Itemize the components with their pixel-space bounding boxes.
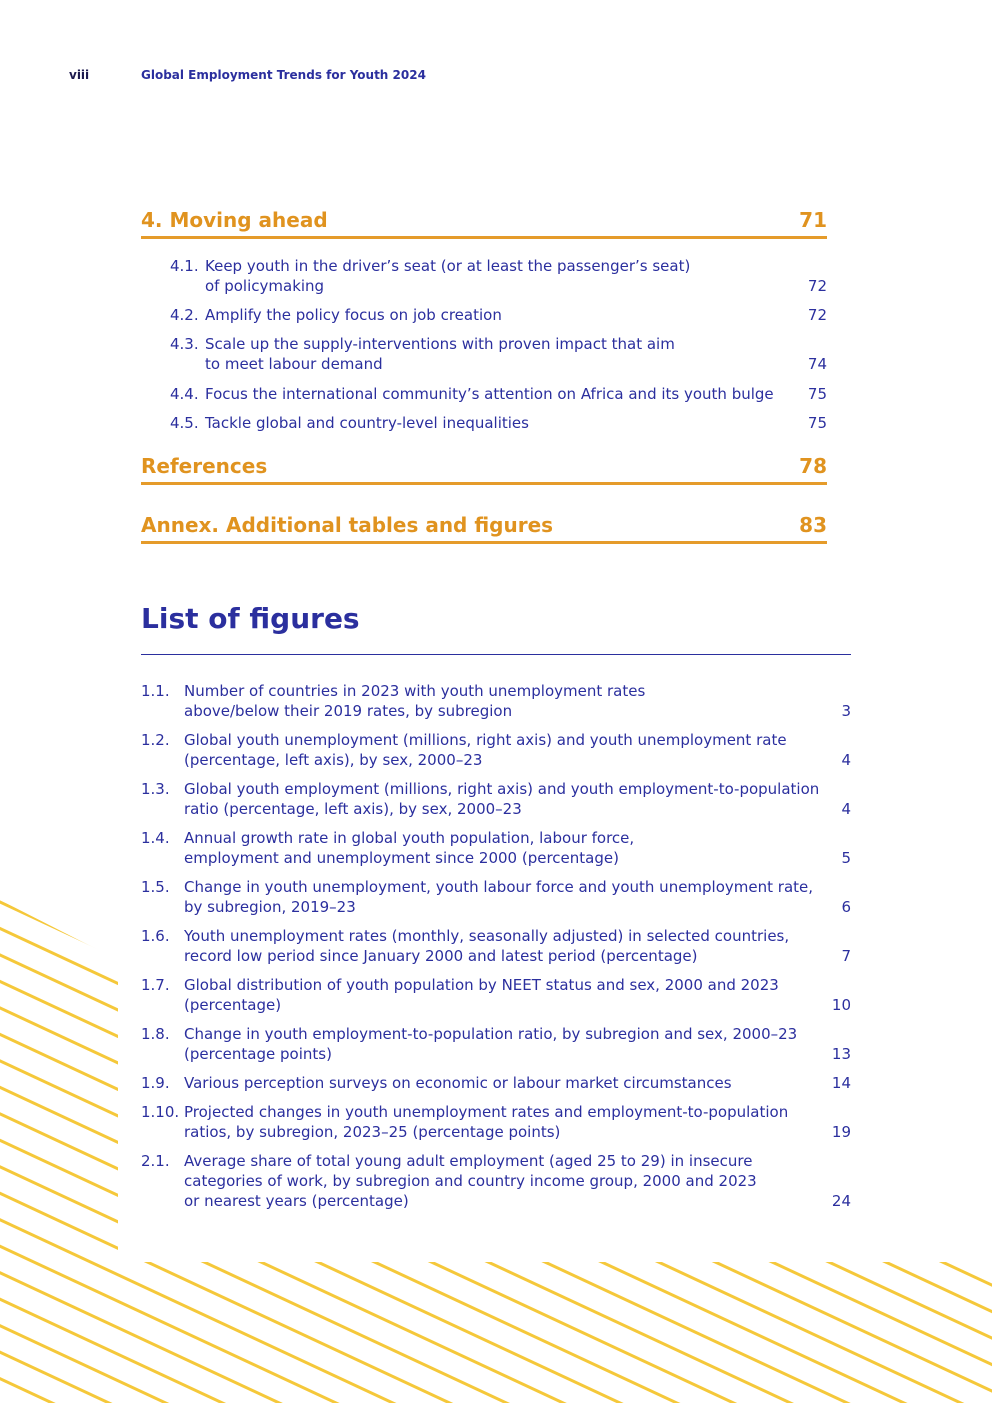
figure-title: Change in youth employment-to-population ratio, by subregion and sex, 2000–23 (percentage points)	[184, 1025, 798, 1063]
chapter-page: 71	[799, 208, 827, 232]
toc-chapter-4[interactable]	[141, 208, 827, 239]
toc-section-4-2[interactable]	[170, 305, 827, 325]
figure-number: 1.8.	[141, 1025, 170, 1043]
figure-page: 6	[841, 898, 851, 916]
chapter-page: 83	[799, 513, 827, 537]
table-of-contents	[141, 0, 827, 560]
figure-title: Average share of total young adult employment (aged 25 to 29) in insecure categories of work, by subregion and country income group, 2000 and 2023 or nearest years (percentage)	[184, 1152, 757, 1210]
figure-number: 1.9.	[141, 1074, 170, 1092]
figure-page: 10	[831, 996, 851, 1014]
chapter-title: Annex. Additional tables and figures	[141, 513, 554, 537]
section-number: 4.4.	[170, 385, 199, 403]
figure-entry-1-6[interactable]	[141, 926, 851, 966]
figure-number: 1.4.	[141, 829, 170, 847]
chapter-title: 4. Moving ahead	[141, 208, 328, 232]
toc-section-4-3[interactable]	[170, 334, 827, 374]
section-number: 4.5.	[170, 414, 199, 432]
figure-entry-1-4[interactable]	[141, 828, 851, 868]
figure-entry-1-7[interactable]	[141, 975, 851, 1015]
figure-title: Annual growth rate in global youth population, labour force, employment and unemployment since 2000 (percentage)	[184, 829, 635, 867]
figure-entry-1-1[interactable]	[141, 681, 851, 721]
figure-page: 4	[841, 751, 851, 769]
figure-title: Global distribution of youth population by NEET status and sex, 2000 and 2023 (percentage)	[184, 976, 779, 1014]
figure-number: 1.3.	[141, 780, 170, 798]
page-number: viii	[69, 68, 90, 82]
chapter-title: References	[141, 454, 268, 478]
figure-title: Projected changes in youth unemployment rates and employment-to-population ratios, by subregion, 2023–25 (percentage points)	[184, 1103, 789, 1141]
figure-page: 3	[841, 702, 851, 720]
heading-divider	[141, 654, 851, 655]
figure-page: 5	[841, 849, 851, 867]
section-number: 4.2.	[170, 306, 199, 324]
figure-entry-1-2[interactable]	[141, 730, 851, 770]
toc-section-4-5[interactable]	[170, 413, 827, 433]
figure-title: Various perception surveys on economic or labour market circumstances	[184, 1074, 732, 1092]
section-page: 72	[807, 306, 827, 324]
figure-page: 13	[831, 1045, 851, 1063]
figure-number: 1.2.	[141, 731, 170, 749]
section-title: Scale up the supply-interventions with proven impact that aim to meet labour demand	[205, 335, 675, 373]
figure-entry-2-1[interactable]	[141, 1151, 851, 1211]
section-number: 4.1.	[170, 257, 199, 275]
figure-page: 14	[831, 1074, 851, 1092]
section-page: 75	[807, 385, 827, 403]
figure-entry-1-5[interactable]	[141, 877, 851, 917]
figure-entry-1-10[interactable]	[141, 1102, 851, 1142]
figure-title: Number of countries in 2023 with youth unemployment rates above/below their 2019 rates, by subregion	[184, 682, 646, 720]
figure-entry-1-9[interactable]	[141, 1073, 851, 1093]
section-page: 75	[807, 414, 827, 432]
section-number: 4.3.	[170, 335, 199, 353]
list-of-figures-heading: List of figures	[141, 602, 360, 635]
toc-annex[interactable]	[141, 513, 827, 544]
figure-title: Global youth unemployment (millions, right axis) and youth unemployment rate (percentage, left axis), by sex, 2000–23	[184, 731, 787, 769]
figure-title: Global youth employment (millions, right axis) and youth employment-to-population ratio (percentage, left axis), by sex, 2000–23	[184, 780, 820, 818]
toc-section-4-4[interactable]	[170, 384, 827, 404]
figure-page: 24	[831, 1192, 851, 1210]
section-title: Amplify the policy focus on job creation	[205, 306, 502, 324]
figure-title: Youth unemployment rates (monthly, seasonally adjusted) in selected countries, record low period since January 2000 and latest period (percentage)	[184, 927, 790, 965]
figure-entry-1-8[interactable]	[141, 1024, 851, 1064]
figure-number: 1.1.	[141, 682, 170, 700]
chapter-page: 78	[799, 454, 827, 478]
figure-number: 2.1.	[141, 1152, 170, 1170]
section-title: Focus the international community’s attention on Africa and its youth bulge	[205, 385, 774, 403]
figure-entry-1-3[interactable]	[141, 779, 851, 819]
figure-page: 4	[841, 800, 851, 818]
figure-page: 19	[831, 1123, 851, 1141]
figure-number: 1.7.	[141, 976, 170, 994]
section-title: Keep youth in the driver’s seat (or at least the passenger’s seat) of policymaking	[205, 257, 691, 295]
running-title: Global Employment Trends for Youth 2024	[141, 68, 426, 82]
figure-page: 7	[841, 947, 851, 965]
section-page: 74	[807, 355, 827, 373]
figure-number: 1.6.	[141, 927, 170, 945]
section-title: Tackle global and country-level inequalities	[205, 414, 529, 432]
figure-number: 1.5.	[141, 878, 170, 896]
toc-references[interactable]	[141, 454, 827, 485]
figure-title: Change in youth unemployment, youth labour force and youth unemployment rate, by subregion, 2019–23	[184, 878, 814, 916]
toc-section-4-1[interactable]	[170, 256, 827, 296]
figure-number: 1.10.	[141, 1103, 180, 1121]
section-page: 72	[807, 277, 827, 295]
